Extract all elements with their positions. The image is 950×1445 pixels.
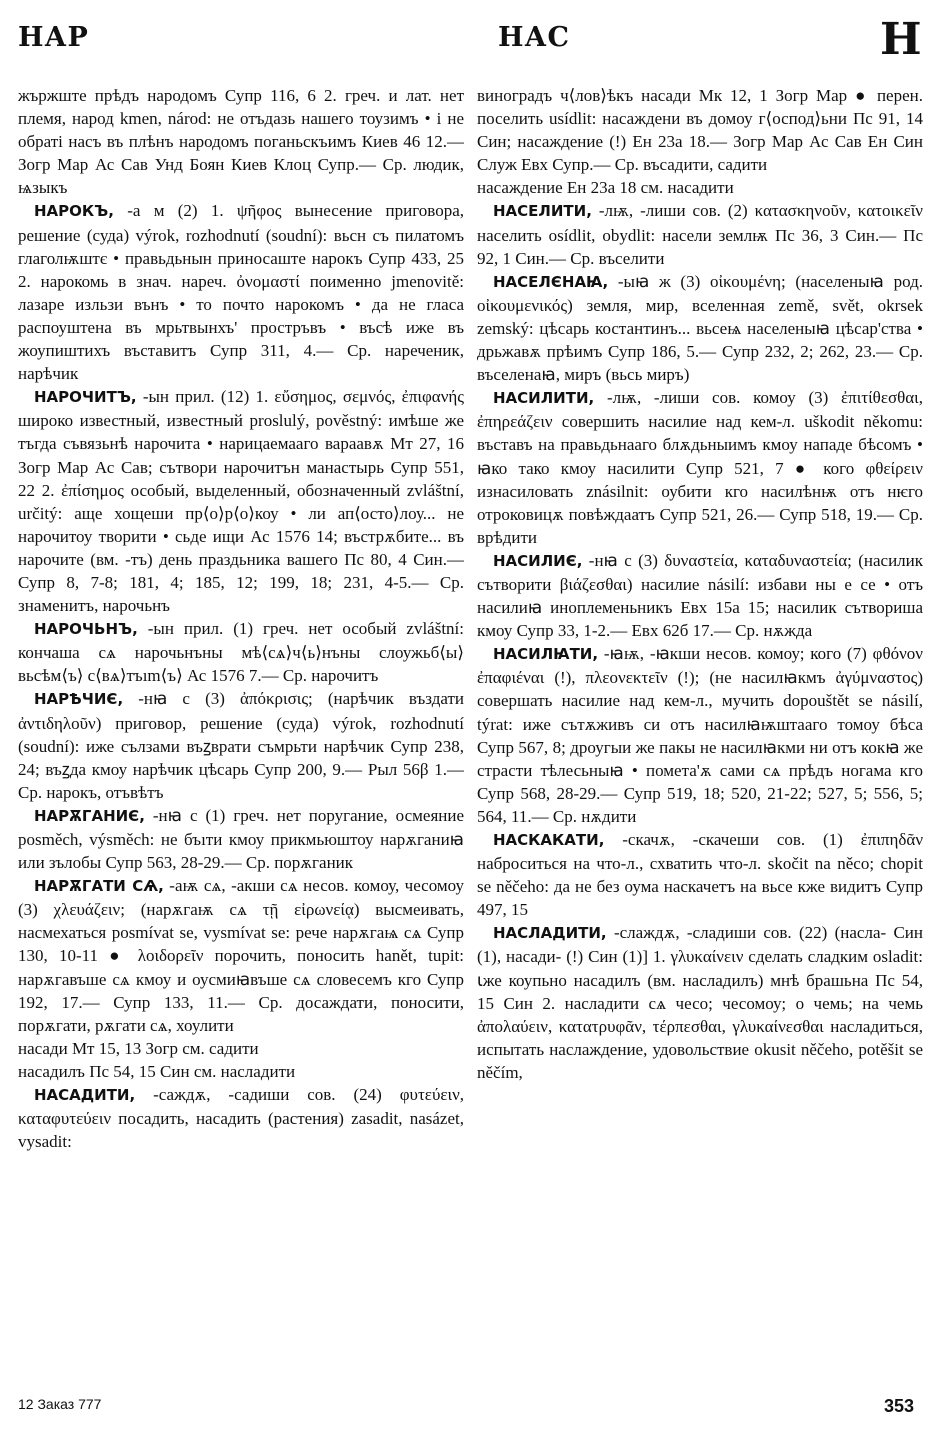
entry-text: -скачѫ, -скачеши сов. (1) ἐπιπηδᾶν наброситься на что-л., схватить что-л. skočit na něco; chopit se něčeho: да не без оума наскачетъ на вьсе кже видитъ Супр 497, 15 [477,830,923,920]
entry-headword: НАСИЛИЄ, [493,551,583,570]
dictionary-entry [18,687,464,803]
dictionary-entry [477,828,923,921]
dictionary-entry [18,1037,464,1060]
entry-text: -аѭ сѧ, -акши сѧ несов. комоу, чесомоу (3) χλευάζειν; (нарѫгаѭ сѧ τῇ εἰρωνείᾳ) высмеивать, насмехаться posmívat se, vysmívat se: рече нарѫгаѩ сѧ Супр 130, 10-11 ● λοιδορεῖν порочить, поносить hanět, tupit: нарѫгавъше сѧ кмоу и оусмиꙗвъше сѧ словесемъ кго Супр 192, 17.— Супр 133, 11.— Ср. досаждати, поносити, порѫгати, рѫгати сѧ, хоулити [18,876,464,1035]
section-letter: Н [880,14,923,65]
entry-text: -лѭ, -лиши сов. комоу (3) ἐπιτίθεσθαι, ἐπηρεάζειν совершить насилие над кем-л. uškodit někomu: въставъ на правьдьнааго блѫдьныимъ кмоу нападе бѣсомъ • ꙗко тако кмоу насилити Супр 521, 7 ● кого φθείρειν изнасиловать znásilnit: оубити кго насилѣнѭ отъ нѥго отроковицѫ повѣждаатъ Супр 521, 26.— Супр 518, 19.— Ср. врѣдити [477,388,923,547]
entry-text: -ыꙗ ж (3) οἰκουμένη; (населеныꙗ род. οἰκουμενικός) земля, мир, вселенная země, svět, okrsek zemský: цѣсарь костантинъ... вьсеѩ населеныꙗ цѣсар'ства • дрьжавѫ прѣимъ Супр 186, 5.— Супр 232, 2; 262, 23.— Ср. въселенаꙗ, миръ (вьсь миръ) [477,271,923,385]
entry-text: -нꙗ с (3) δυναστεία, καταδυναστεία; (насилик сътворити βιάζεσθαι) насилие násilí: избави ны е се • отъ насилиꙗ иноплеменьникъ Евх 15а 15; насилик сътвориша кмоу Супр 33, 1-2.— Евх 62б 17.— Ср. нѫжда [477,550,923,641]
entry-headword: НАРѢЧИЄ, [34,690,124,709]
dictionary-entry [477,199,923,269]
page-number: 353 [884,1396,915,1416]
printer-note: 12 Заказ 777 [18,1396,102,1412]
entry-headword: НАСИЛꙖТИ, [493,645,599,664]
dictionary-entry [18,1083,464,1153]
dictionary-entry [477,176,923,199]
entry-headword: НАРОЧЬНЪ, [34,620,138,639]
entry-headword: НАСЕЛИТИ, [493,202,592,221]
entry-text: виноградъ ч⟨лов⟩ѣкъ насади Мк 12, 1 Зогр Мар ● перен. поселить usídlit: насаждени въ домоу г⟨оспод⟩ьни Пс 91, 14 Син; насаждение (!) Ен 23а 18.— Зогр Мар Ас Сав Ен Син Служ Евх Супр.— Ср. въсадити, садити [477,86,923,175]
entry-headword: НАСЕЛЄНАꙖ, [493,272,609,291]
entry-text: -нꙗ с (1) греч. нет поругание, осмеяние posměch, výsměch: не бъıти кмоу прикмьюштоу нарѫганиꙗ или зълобы Супр 563, 28-29.— Ср. порѫганик [18,805,464,873]
dictionary-entry [18,1060,464,1083]
entry-text: -ын прил. (1) греч. нет особый zvláštní: кончаша сѧ нарочьнъны мѣ⟨сѧ⟩ч⟨ь⟩нъны слоужьб⟨ы⟩ вьсѣм⟨ъ⟩ с⟨вѧ⟩тъım⟨ъ⟩ Ас 1576 7.— Ср. нарочитъ [18,619,464,686]
entry-text: -лѭ, -лиши сов. (2) κατασκηνοῦν, κατοικεῖν населить osídlit, obydlit: насели землѭ Пс 36, 3 Син.— Пс 92, 1 Син.— Ср. въселити [477,201,923,268]
entry-text: -ын прил. (12) 1. εὔσημος, σεμνός, ἐπιφανής широко известный, известный proslulý, pověstný: имѣше же тъгда съвязьнѣ нарочита • нарицаемааго вараавѫ Мт 27, 16 Зогр Мар Ас Сав; сътвори нарочитън манастырь Супр 551, 22 2. ἐπίσημος особый, выделенный, обозначенный zvláštní, určitý: аще хощеши пр⟨о⟩р⟨о⟩коу • ли ап⟨осто⟩лоу... не нарочитоу творити • сьде ищи Ас 1576 14; въстрѫбите... въ нарочите (вм. -тъ) день праздьника вашего Пс 80, 4 Син.— Супр 8, 7-8; 181, 4; 185, 12; 199, 18; 231, 4-5.— Ср. знаменитъ, нарочьнъ [18,387,464,616]
dictionary-entry [477,642,923,828]
entry-headword: НАРОКЪ, [34,202,114,221]
dictionary-entry [18,804,464,874]
dictionary-entry [477,270,923,386]
entry-headword: НАРОЧИТЪ, [34,388,137,407]
entry-headword: НАСИЛИТИ, [493,389,595,408]
entry-text: -а м (2) 1. ψῆφος вынесение приговора, решение (суда) výrok, rozhodnutí (soudní): вьсн съ пилатомъ глаголѭштє • правьдьнын приносаште нарокъ Супр 433, 25 2. нарокомь в знач. нареч. ὀνομαστί поименно jmenovitě: лазаре изльзи вънъ • то почто нарокомъ • да не гласа распоуштена въ мрьтвынхъ' простръвъ • въсѣ иже въ жоупиштихъ въставитъ Супр 311, 4.— Ср. нареченик, нарѣчик [18,201,464,384]
entry-text: -слаждѫ, -сладиши сов. (22) (насла- Син (1), насади- (!) Син (1)] 1. γλυκαίνειν сделать сладким osladit: ꙇже коупьно насадилъ (вм. насладилъ) мнѣ брашьна Пс 54, 15 Син 2. насладити сѧ чесо; чесомоу; о чемь; на чемь ἀπολαύειν, κατατρυφᾶν, τέρπεσθαι, γλυκαίνεσθαι насладиться, испытать наслаждение, удовольствие okusit něčeho, potěšit se něčím, [477,923,923,1082]
entry-text: -ꙗѭ, -ꙗкши несов. комоу; кого (7) φθόνον ἐπαφιέναι (!), πλεονεκτεῖν (!); (не насилꙗкмъ ἀγύμναστος) совершать насилие над кем-л., мучить dopouštět se násilí, týrat: иже сътѫживъ си отъ насилꙗѭштааго томоу бѣса Супр 567, 8; дроугыи же пакы не насилꙗкми ни отъ кокꙗ же страсти тѣлесьныꙗ • помета'ѫ сами сѧ прѣдъ ногама кго Супр 568, 28-29.— Супр 519, 18; 520, 21-22; 527, 5; 556, 5; 564, 11.— Ср. нѫдити [477,644,923,826]
entry-text: насадилъ Пс 54, 15 Син см. насладити [18,1061,296,1081]
dictionary-entry [18,617,464,687]
dictionary-entry [18,199,464,385]
entry-text: насади Мт 15, 13 Зогр см. садити [18,1038,259,1058]
entry-text: насаждение Ен 23а 18 см. насадити [477,178,734,198]
entry-headword: НАСЛАДИТИ, [493,924,607,943]
dictionary-entry [477,386,923,549]
dictionary-entry [18,385,464,617]
entry-headword: НАРѪГАНИЄ, [34,806,145,825]
entry-headword: НАСКАКАТИ, [493,831,605,849]
entry-text: -саждѫ, -садиши сов. (24) φυτεύειν, καταφυτεύειν посадить, насадить (растения) zasadit, nasázet, vysadit: [18,1085,464,1152]
dictionary-entry [477,921,923,1084]
dictionary-entry [477,84,923,176]
entry-text: -нꙗ с (3) ἀπόκρισις; (нарѣчик въздати ἀντιδηλοῦν) приговор, решение (суда) výrok, rozhodnutí (soudní): иже сълзами въꙁврати съмрьти нарѣчик Супр 238, 24; въꙁда кмоу нарѣчик цѣсарь Супр 200, 9.— Рыл 56β 1.— Ср. нарокъ, отъвѣтъ [18,689,464,802]
dictionary-entry [18,84,464,199]
running-head-right: НАС [498,22,570,53]
entry-headword: НАСАДИТИ, [34,1086,136,1105]
dictionary-entry [18,874,464,1037]
entry-text: жържште прѣдъ народомъ Супр 116, 6 2. греч. и лат. нет племя, народ kmen, národ: не отъдазь нашего тоузимъ • і не обраті насъ въ плѣнъ народомъ поганьскъимъ Киев 46 12.— Зогр Мар Ас Сав Унд Боян Киев Клоц Супр.— Ср. людик, ѩзыкъ [18,86,464,198]
dictionary-entry [477,549,923,642]
entry-headword: НАРѪГАТИ СѦ, [34,877,164,896]
right-column [477,84,923,1384]
running-head-left: НАР [18,22,89,53]
left-column [18,84,464,1384]
